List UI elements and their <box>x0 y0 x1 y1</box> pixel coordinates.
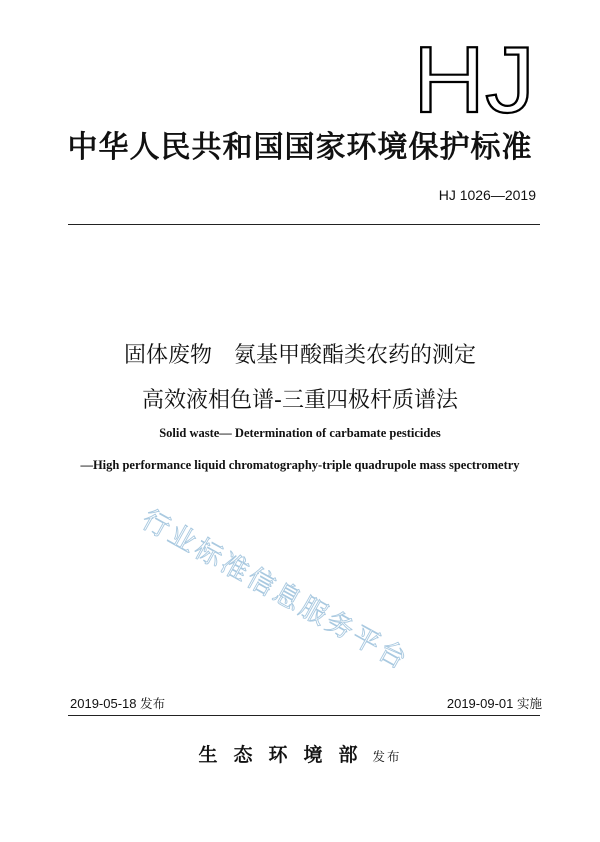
hj-logo <box>408 38 540 118</box>
effective-date: 2019-09-01 <box>446 696 514 711</box>
effective-date-block <box>447 694 542 712</box>
watermark: 行业标准信息服务平台 <box>136 504 414 677</box>
issue-label: 发布 <box>140 696 166 711</box>
issuing-body-title: 中华人民共和国国家环境保护标准 <box>67 130 533 165</box>
effective-label: 实施 <box>516 696 542 711</box>
hj-logo-text: HJ <box>413 38 535 118</box>
english-title-line-1: Solid waste— Determination of carbamate pesticides <box>159 426 441 440</box>
header-divider <box>68 224 540 225</box>
issuer-block <box>0 740 600 767</box>
standard-number: HJ 1026—2019 <box>438 187 536 203</box>
english-title-line-2: —High performance liquid chromatography-triple quadrupole mass spectrometry <box>80 458 520 472</box>
issuer-name: 生态环境部 <box>198 744 374 766</box>
issue-date-block <box>70 694 165 712</box>
issuer-verb: 发布 <box>372 749 402 764</box>
chinese-title-line-2: 高效液相色谱-三重四极杆质谱法 <box>142 388 458 413</box>
issue-date: 2019-05-18 <box>70 696 137 711</box>
footer-divider <box>68 715 540 716</box>
chinese-title-line-1: 固体废物 氨基甲酸酯类农药的测定 <box>123 343 476 368</box>
